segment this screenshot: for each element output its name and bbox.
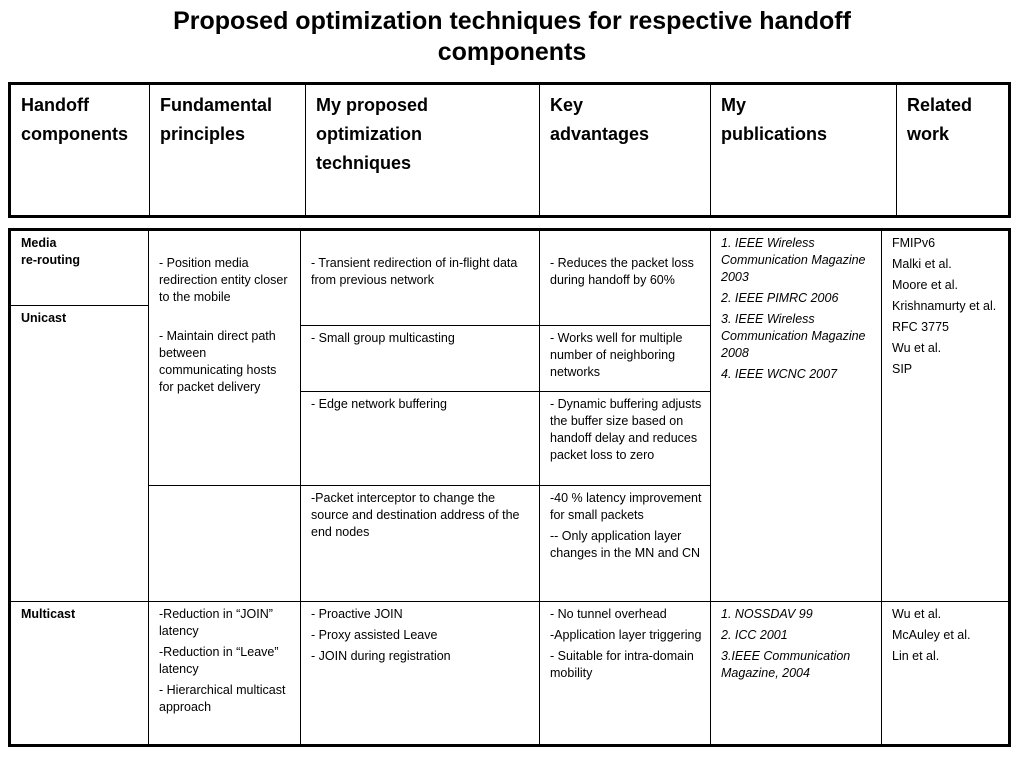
advantage-item: - Works well for multiple number of neighboring networks [550, 331, 683, 379]
publication-item: 1. IEEE Wireless Communication Magazine 2003 [721, 236, 866, 284]
media-advantage-2 [540, 326, 711, 392]
header-text: Related [907, 95, 973, 115]
header-text: Fundamental [160, 95, 273, 115]
media-technique-2 [301, 326, 540, 392]
advantage-item: -- Only application layer changes in the MN and CN [550, 529, 701, 560]
header-text: Handoff [21, 95, 89, 115]
media-principles-empty [149, 486, 301, 602]
technique-item: - JOIN during registration [311, 649, 451, 663]
principle-item: -Reduction in “JOIN” latency [159, 607, 273, 638]
header-text: principles [160, 124, 246, 144]
publication-item: 1. NOSSDAV 99 [721, 607, 813, 621]
related-item: RFC 3775 [892, 320, 949, 334]
technique-item: - Proactive JOIN [311, 607, 403, 621]
header-text: optimization [316, 124, 422, 144]
related-item: Krishnamurty et al. [892, 299, 997, 313]
media-rerouting-label [10, 230, 149, 306]
media-technique-3 [301, 392, 540, 486]
principle-item: - Maintain direct path between communicating hosts for packet delivery [159, 329, 277, 394]
advantage-item: - Suitable for intra-domain mobility [550, 649, 694, 680]
related-item: Lin et al. [892, 649, 940, 663]
technique-item: - Proxy assisted Leave [311, 628, 438, 642]
title-line-1: Proposed optimization techniques for respective handoff [173, 7, 851, 35]
publication-item: 3. IEEE Wireless Communication Magazine 2008 [721, 312, 866, 360]
header-text: work [907, 124, 950, 144]
header-key-advantages [540, 84, 711, 217]
principle-item: - Hierarchical multicast approach [159, 683, 286, 714]
advantage-item: - Dynamic buffering adjusts the buffer size based on handoff delay and reduces packet loss to zero [550, 397, 702, 462]
media-advantage-1 [540, 230, 711, 326]
advantage-item: - Reduces the packet loss during handoff by 60% [550, 256, 694, 287]
multicast-label [10, 602, 149, 746]
header-my-publications [711, 84, 897, 217]
header-table [8, 82, 1011, 218]
label-line: Multicast [21, 607, 76, 621]
media-technique-1 [301, 230, 540, 326]
unicast-label [10, 306, 149, 602]
media-publications-cell [711, 230, 882, 602]
header-text: advantages [550, 124, 650, 144]
multicast-advantages-cell [540, 602, 711, 746]
related-item: SIP [892, 362, 913, 376]
header-text: components [21, 124, 129, 144]
media-advantage-4 [540, 486, 711, 602]
multicast-publications-cell [711, 602, 882, 746]
advantage-item: - No tunnel overhead [550, 607, 667, 621]
related-item: Moore et al. [892, 278, 959, 292]
title-line-2: components [437, 38, 587, 66]
principle-item: -Reduction in “Leave” latency [159, 645, 279, 676]
publication-item: 3.IEEE Communication Magazine, 2004 [721, 649, 851, 680]
media-related-cell [882, 230, 1010, 602]
header-related-work [897, 84, 1010, 217]
header-fundamental-principles [150, 84, 306, 217]
multicast-techniques-cell [301, 602, 540, 746]
header-text: techniques [316, 153, 412, 173]
principle-item: - Position media redirection entity closer to the mobile [159, 256, 288, 304]
technique-item: - Edge network buffering [311, 397, 447, 411]
publication-item: 2. IEEE PIMRC 2006 [721, 291, 839, 305]
label-line: Media [21, 236, 57, 250]
body-table [8, 228, 1011, 747]
header-text: My proposed [316, 95, 429, 115]
technique-item: - Small group multicasting [311, 331, 455, 345]
related-item: Malki et al. [892, 257, 952, 271]
header-proposed-techniques [306, 84, 540, 217]
related-item: Wu et al. [892, 341, 942, 355]
publication-item: 4. IEEE WCNC 2007 [721, 367, 838, 381]
multicast-related-cell [882, 602, 1010, 746]
media-technique-4 [301, 486, 540, 602]
related-item: FMIPv6 [892, 236, 936, 250]
header-handoff-components [10, 84, 150, 217]
advantage-item: -Application layer triggering [550, 628, 702, 642]
related-item: McAuley et al. [892, 628, 971, 642]
label-line: Unicast [21, 311, 67, 325]
multicast-principles-cell [149, 602, 301, 746]
page-title [0, 6, 1024, 68]
publication-item: 2. ICC 2001 [721, 628, 788, 642]
header-text: Key [550, 95, 584, 115]
advantage-item: -40 % latency improvement for small packets [550, 491, 702, 522]
header-text: publications [721, 124, 828, 144]
technique-item: -Packet interceptor to change the source and destination address of the end nodes [311, 491, 520, 539]
media-advantage-3 [540, 392, 711, 486]
header-text: My [721, 95, 747, 115]
media-principles-cell [149, 230, 301, 486]
technique-item: - Transient redirection of in-flight data from previous network [311, 256, 518, 287]
label-line: re-routing [21, 253, 81, 267]
related-item: Wu et al. [892, 607, 942, 621]
